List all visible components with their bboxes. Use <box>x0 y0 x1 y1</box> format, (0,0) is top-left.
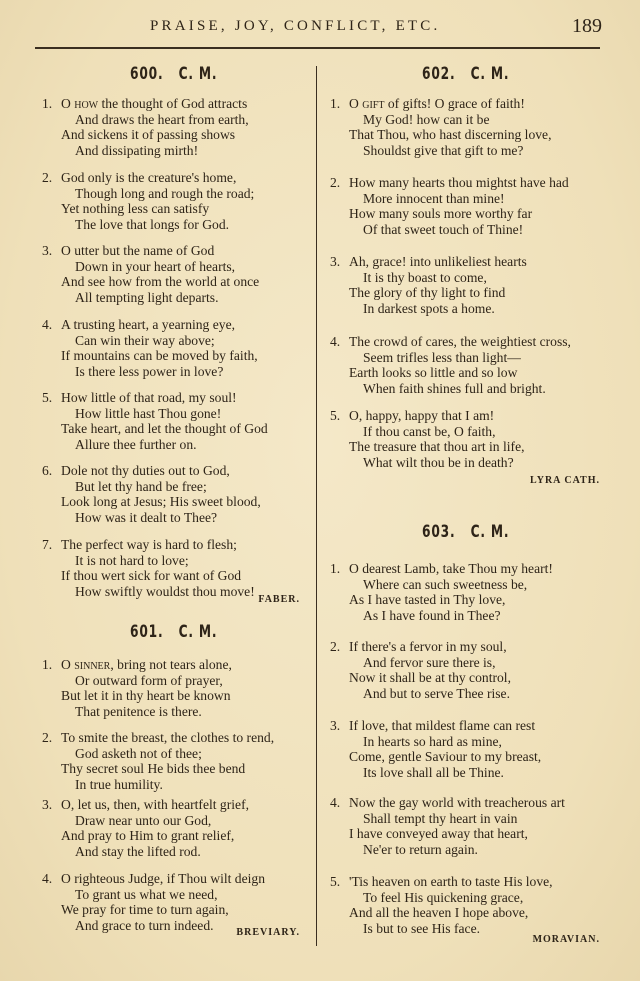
stanza-number: 4. <box>42 871 53 886</box>
verse-text: God only is the creature's home, <box>61 170 237 185</box>
verse-text: Is there less power in love? <box>75 364 224 380</box>
hymn-heading <box>130 622 217 642</box>
verse-text: Dole not thy duties out to God, <box>61 463 230 478</box>
verse-text: Its love shall all be Thine. <box>363 765 504 781</box>
stanza-number: 4. <box>330 795 341 810</box>
stanza-number: 1. <box>42 96 53 111</box>
verse-text: That Thou, who hast discerning love, <box>349 127 552 143</box>
verse-text: Shouldst give that gift to me? <box>363 143 524 159</box>
stanza-number: 3. <box>42 797 53 812</box>
verse-text: And all the heaven I hope above, <box>349 905 529 921</box>
hymn-meter: C. M. <box>178 64 218 84</box>
verse-text: In hearts so hard as mine, <box>363 733 502 749</box>
attribution: LYRA CATH. <box>529 475 600 486</box>
verse-text: If there's a fervor in my soul, <box>349 639 507 654</box>
verse-text: If love, that mildest flame can rest <box>349 718 536 733</box>
verse-text: And fervor sure there is, <box>363 654 496 670</box>
verse-text: When faith shines full and bright. <box>363 381 546 397</box>
verse-text: O gift of gifts! O grace of faith! <box>349 96 525 111</box>
verse-text: How little hast Thou gone! <box>75 405 222 421</box>
stanza-number: 4. <box>42 317 53 332</box>
verse-text: Now the gay world with treacherous art <box>349 795 565 810</box>
verse-text: Is but to see His face. <box>363 921 481 937</box>
verse-text: The perfect way is hard to flesh; <box>61 537 237 552</box>
attribution: BREVIARY. <box>236 927 300 938</box>
verse-text: Or outward form of prayer, <box>75 672 223 688</box>
verse-text: 'Tis heaven on earth to taste His love, <box>349 874 553 889</box>
verse-text: Ne'er to return again. <box>363 842 478 858</box>
hymn-heading <box>422 522 509 542</box>
verse-text: Though long and rough the road; <box>75 185 255 201</box>
verse-text: As I have tasted in Thy love, <box>349 592 506 608</box>
attribution: MORAVIAN. <box>532 934 600 945</box>
verse-text: If mountains can be moved by faith, <box>61 348 258 364</box>
verse-text: Yet nothing less can satisfy <box>61 201 210 217</box>
attribution: FABER. <box>258 594 300 605</box>
stanza-number: 2. <box>42 170 53 185</box>
verse-text: The treasure that thou art in life, <box>349 439 525 455</box>
verse-text: O sinner, bring not tears alone, <box>61 657 232 672</box>
stanza-number: 4. <box>330 334 341 349</box>
stanza-number: 2. <box>330 639 341 654</box>
verse-text: O, happy, happy that I am! <box>349 408 495 423</box>
verse-text: The love that longs for God. <box>75 217 230 233</box>
header-rule <box>35 47 600 49</box>
verse-text: And stay the lifted rod. <box>75 844 201 860</box>
verse-text: O how the thought of God attracts <box>61 96 248 111</box>
hymn-meter: C. M. <box>470 522 510 542</box>
hymn-number: 601. <box>130 622 164 642</box>
verse-text: And sickens it of passing shows <box>61 127 236 143</box>
stanza-number: 2. <box>330 175 341 190</box>
stanza-number: 3. <box>42 243 53 258</box>
hymn-number: 602. <box>422 64 456 84</box>
verse-text: Where can such sweetness be, <box>363 576 528 592</box>
verse-text: O utter but the name of God <box>61 243 215 258</box>
stanza-number: 1. <box>42 657 53 672</box>
verse-text: The crowd of cares, the weightiest cross, <box>349 334 571 349</box>
stanza-number: 5. <box>330 408 341 423</box>
verse-text: But let thy hand be free; <box>75 478 207 494</box>
stanza-number: 5. <box>42 390 53 405</box>
verse-text: What wilt thou be in death? <box>363 455 514 471</box>
verse-text: It is not hard to love; <box>75 552 189 568</box>
verse-text: If thou wert sick for want of God <box>61 568 242 584</box>
hymn-meter: C. M. <box>178 622 218 642</box>
verse-text: How little of that road, my soul! <box>61 390 237 405</box>
verse-text: But let it in thy heart be known <box>61 688 231 704</box>
verse-text: Thy secret soul He bids thee bend <box>61 761 246 777</box>
verse-text: God asketh not of thee; <box>75 745 202 761</box>
verse-text: Can win their way above; <box>75 332 215 348</box>
verse-text: Take heart, and let the thought of God <box>61 421 268 437</box>
verse-text: In darkest spots a home. <box>363 301 495 317</box>
verse-text: And grace to turn indeed. <box>75 918 214 934</box>
stanza-number: 1. <box>330 561 341 576</box>
verse-text: O dearest Lamb, take Thou my heart! <box>349 561 553 576</box>
hymn-number: 603. <box>422 522 456 542</box>
page-number: 189 <box>572 15 602 37</box>
verse-text: Now it shall be at thy control, <box>349 670 511 686</box>
verse-text: How was it dealt to Thee? <box>75 510 218 526</box>
hymn-heading <box>130 64 217 84</box>
column-divider <box>316 66 317 946</box>
verse-text: And dissipating mirth! <box>75 143 199 159</box>
verse-text: To feel His quickening grace, <box>363 889 524 905</box>
verse-text: Of that sweet touch of Thine! <box>363 222 524 238</box>
stanza-number: 3. <box>330 254 341 269</box>
stanza-number: 1. <box>330 96 341 111</box>
verse-text: O, let us, then, with heartfelt grief, <box>61 797 249 812</box>
verse-text: I have conveyed away that heart, <box>349 826 528 842</box>
verse-text: Draw near unto our God, <box>75 812 212 828</box>
verse-text: How swiftly wouldst thou move! <box>75 584 255 600</box>
verse-text: If thou canst be, O faith, <box>363 423 496 439</box>
verse-text: To smite the breast, the clothes to rend, <box>61 730 275 745</box>
verse-text: We pray for time to turn again, <box>61 902 229 918</box>
verse-text: All tempting light departs. <box>75 290 219 306</box>
verse-text: More innocent than mine! <box>363 190 505 206</box>
verse-text: And pray to Him to grant relief, <box>61 828 235 844</box>
stanza-number: 2. <box>42 730 53 745</box>
stanza-number: 3. <box>330 718 341 733</box>
verse-text: And but to serve Thee rise. <box>363 686 510 702</box>
stanza-number: 6. <box>42 463 53 478</box>
hymn-meter: C. M. <box>470 64 510 84</box>
verse-text: That penitence is there. <box>75 704 202 720</box>
verse-text: A trusting heart, a yearning eye, <box>61 317 236 332</box>
verse-text: O righteous Judge, if Thou wilt deign <box>61 871 266 886</box>
verse-text: The glory of thy light to find <box>349 285 506 301</box>
running-title: PRAISE, JOY, CONFLICT, ETC. <box>150 18 441 34</box>
verse-text: Come, gentle Saviour to my breast, <box>349 749 542 765</box>
verse-text: Down in your heart of hearts, <box>75 258 236 274</box>
verse-text: In true humility. <box>75 777 163 793</box>
verse-text: It is thy boast to come, <box>363 269 487 285</box>
verse-text: Allure thee further on. <box>75 437 197 453</box>
verse-text: To grant us what we need, <box>75 886 218 902</box>
verse-text: Look long at Jesus; His sweet blood, <box>61 494 261 510</box>
stanza-number: 7. <box>42 537 53 552</box>
verse-text: Seem trifles less than light— <box>363 349 521 365</box>
verse-text: As I have found in Thee? <box>363 608 501 624</box>
hymn-heading <box>422 64 509 84</box>
verse-text: How many hearts thou mightst have had <box>349 175 569 190</box>
verse-text: And draws the heart from earth, <box>75 111 249 127</box>
stanza-number: 5. <box>330 874 341 889</box>
verse-text: My God! how can it be <box>363 111 490 127</box>
verse-text: Earth looks so little and so low <box>349 365 518 381</box>
verse-text: And see how from the world at once <box>61 274 260 290</box>
hymn-number: 600. <box>130 64 164 84</box>
verse-text: Ah, grace! into unlikeliest hearts <box>349 254 527 269</box>
verse-text: How many souls more worthy far <box>349 206 533 222</box>
verse-text: Shall tempt thy heart in vain <box>363 810 518 826</box>
